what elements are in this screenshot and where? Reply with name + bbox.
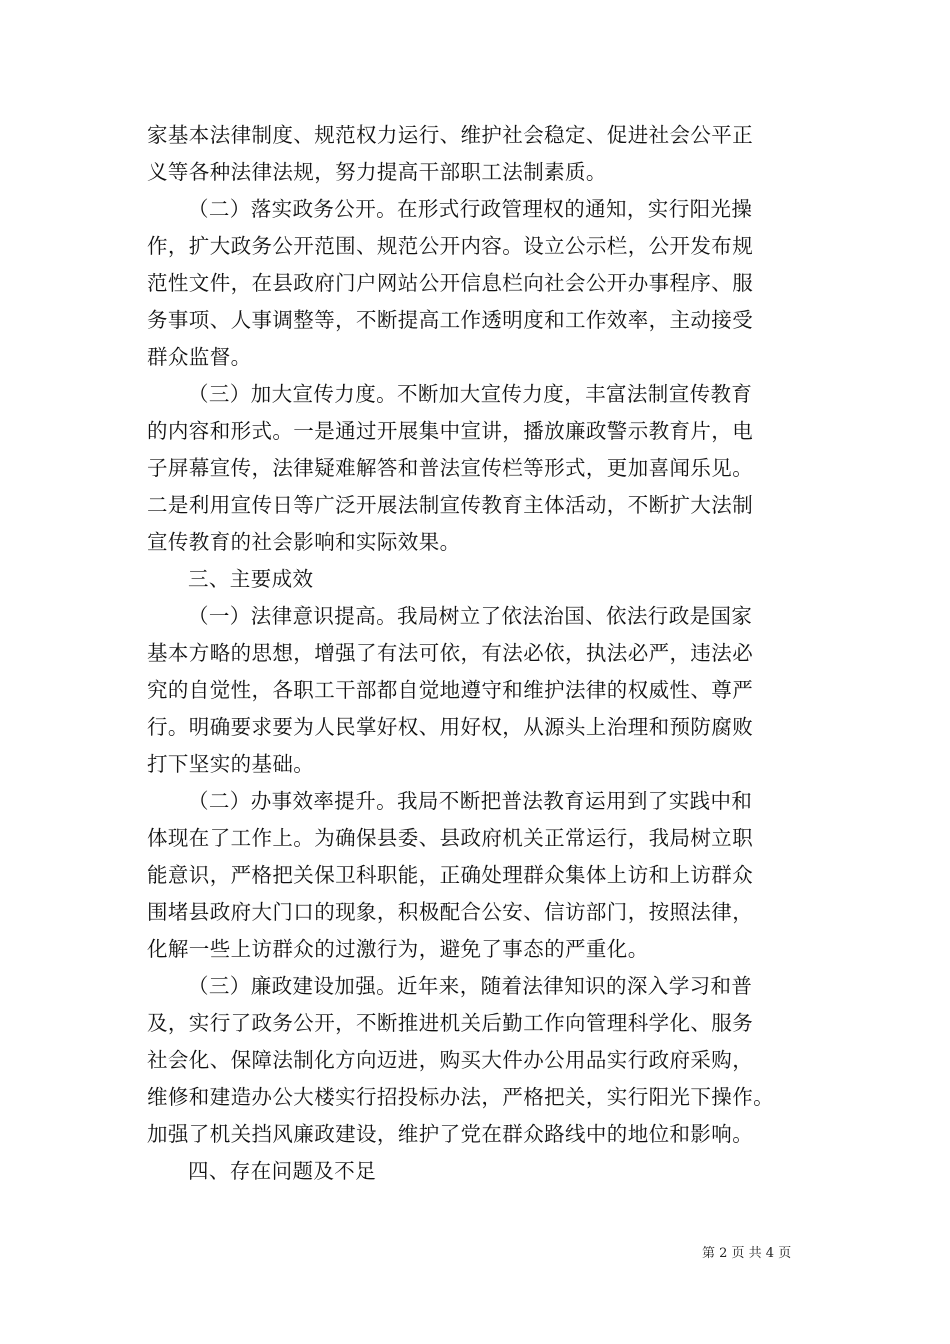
text-line: 范性文件，在县政府门户网站公开信息栏向社会公开办事程序、服 [147,271,754,295]
text-line: 作，扩大政务公开范围、规范公开内容。设立公示栏，公开发布规 [147,234,754,258]
section-heading: 三、主要成效 [188,567,314,591]
text-line: 及，实行了政务公开，不断推进机关后勤工作向管理科学化、服务 [147,1011,754,1035]
document-body [147,117,812,1190]
text-line: 体现在了工作上。为确保县委、县政府机关正常运行，我局树立职 [147,826,754,850]
text-line: 行。明确要求要为人民掌好权、用好权，从源头上治理和预防腐败 [147,715,754,739]
text-line: 宣传教育的社会影响和实际效果。 [147,530,461,554]
paragraph-start-line: （二）办事效率提升。我局不断把普法教育运用到了实践中和 [188,789,753,813]
text-line: 打下坚实的基础。 [147,752,315,776]
text-line: 维修和建造办公大楼实行招投标办法，严格把关，实行阳光下操作。 [147,1085,774,1109]
text-line: 围堵县政府大门口的现象，积极配合公安、信访部门，按照法律， [147,900,754,924]
text-line: 义等各种法律法规，努力提高干部职工法制素质。 [147,160,607,184]
text-line: 能意识，严格把关保卫科职能，正确处理群众集体上访和上访群众 [147,863,754,887]
text-line: 二是利用宣传日等广泛开展法制宣传教育主体活动，不断扩大法制 [147,493,754,517]
text-line: 社会化、保障法制化方向迈进，购买大件办公用品实行政府采购， [147,1048,754,1072]
text-line: 的内容和形式。一是通过开展集中宣讲，播放廉政警示教育片，电 [147,419,754,443]
section-heading: 四、存在问题及不足 [188,1159,377,1183]
text-line: 化解一些上访群众的过激行为，避免了事态的严重化。 [147,937,649,961]
paragraph-start-line: （一）法律意识提高。我局树立了依法治国、依法行政是国家 [188,604,753,628]
text-line: 加强了机关挡风廉政建设，维护了党在群众路线中的地位和影响。 [147,1122,754,1146]
text-line: 基本方略的思想，增强了有法可依，有法必依，执法必严，违法必 [147,641,754,665]
paragraph-start-line: （三）廉政建设加强。近年来，随着法律知识的深入学习和普 [188,974,753,998]
paragraph-start-line: （三）加大宣传力度。不断加大宣传力度，丰富法制宣传教育 [188,382,753,406]
paragraph-start-line: （二）落实政务公开。在形式行政管理权的通知，实行阳光操 [188,197,753,221]
text-line: 究的自觉性，各职工干部都自觉地遵守和维护法律的权威性、尊严 [147,678,754,702]
text-line: 务事项、人事调整等，不断提高工作透明度和工作效率，主动接受 [147,308,754,332]
text-line: 群众监督。 [147,345,252,369]
page-number-footer: 第 2 页 共 4 页 [702,1246,792,1261]
text-line: 家基本法律制度、规范权力运行、维护社会稳定、促进社会公平正 [147,123,754,147]
text-line: 子屏幕宣传，法律疑难解答和普法宣传栏等形式，更加喜闻乐见。 [147,456,754,480]
